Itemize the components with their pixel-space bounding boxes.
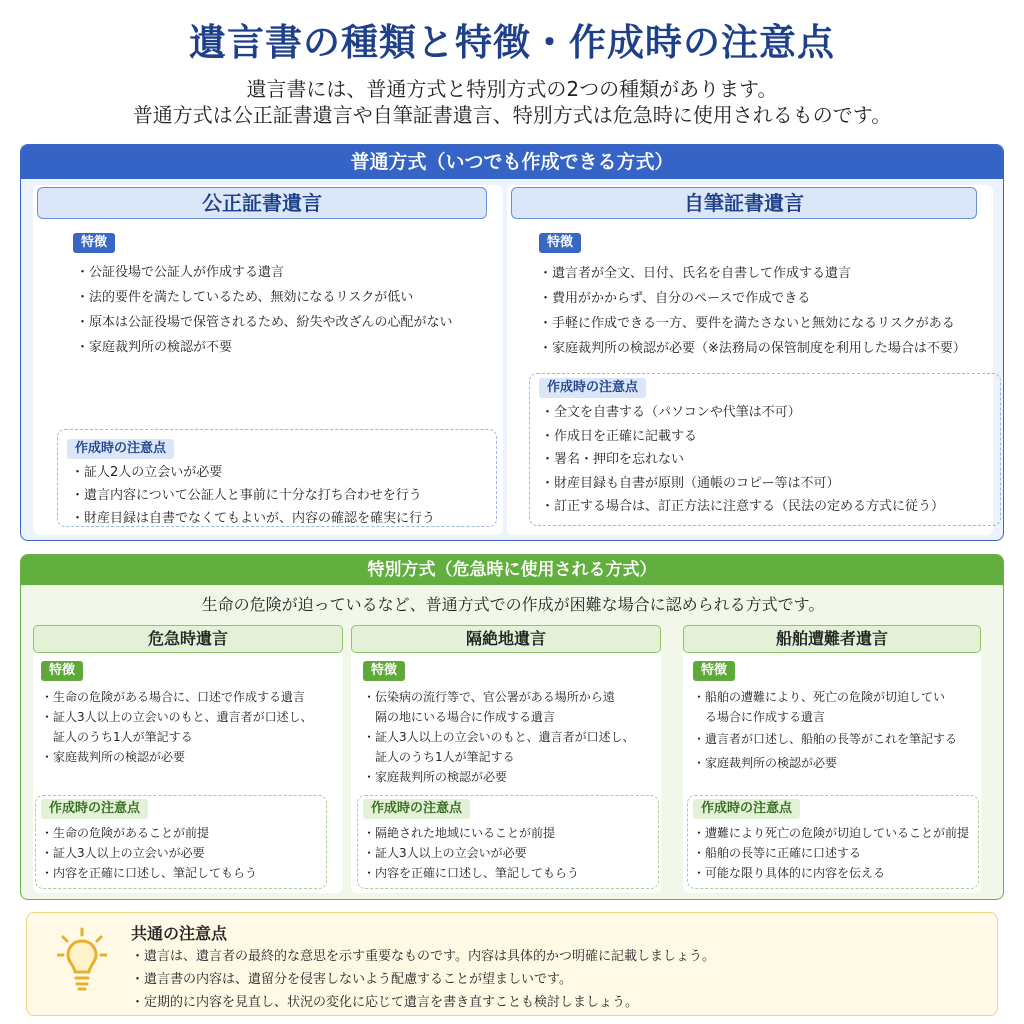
- list-item: ・生命の危険があることが前提: [41, 826, 210, 840]
- list-item: ・可能な限り具体的に内容を伝える: [693, 866, 886, 880]
- notes-list: [41, 823, 257, 883]
- shipwreck-will-card: [683, 625, 981, 893]
- list-item: ・内容を正確に口述し、筆記してもらう: [363, 866, 580, 880]
- features-list: [693, 687, 957, 775]
- isolated-area-will-card: [351, 625, 661, 893]
- card-title: 隔絶地遺言: [351, 625, 661, 653]
- notes-list: [693, 823, 969, 883]
- list-item: ・財産目録は自書でなくてもよいが、内容の確認を確実に行う: [71, 511, 436, 526]
- notes-list: [71, 461, 435, 530]
- list-item: る場合に作成する遺言: [693, 710, 826, 724]
- list-item: ・定期的に内容を見直し、状況の変化に応じて遺言を書き直すことも検討しましょう。: [131, 995, 639, 1010]
- list-item: ・証人3人以上の立会いのもと、遺言者が口述し、: [363, 730, 635, 744]
- common-notes-box: [26, 912, 998, 1016]
- features-badge: 特徴: [693, 661, 735, 681]
- notes-badge: 作成時の注意点: [539, 378, 646, 398]
- list-item: ・家庭裁判所の検認が必要: [363, 770, 508, 784]
- features-list: [41, 687, 313, 767]
- list-item: 隔の地にいる場合に作成する遺言: [363, 710, 556, 724]
- special-intro: 生命の危険が迫っているなど、普通方式での作成が困難な場合に認められる方式です。: [201, 595, 825, 614]
- features-badge: 特徴: [363, 661, 405, 681]
- list-item: ・証人3人以上の立会いが必要: [363, 846, 527, 860]
- normal-method-section: [20, 144, 1004, 541]
- list-item: ・家庭裁判所の検認が必要: [693, 756, 838, 770]
- list-item: ・生命の危険がある場合に、口述で作成する遺言: [41, 690, 306, 704]
- list-item: ・証人3人以上の立会いのもと、遺言者が口述し、: [41, 710, 313, 724]
- lightbulb-icon: [57, 927, 107, 993]
- list-item: ・手軽に作成できる一方、要件を満たさないと無効になるリスクがある: [539, 316, 955, 331]
- features-list: [363, 687, 635, 787]
- list-item: ・隔絶された地域にいることが前提: [363, 826, 556, 840]
- list-item: ・原本は公証役場で保管されるため、紛失や改ざんの心配がない: [76, 315, 453, 330]
- list-item: ・証人2人の立会いが必要: [71, 465, 223, 480]
- features-list: [539, 261, 966, 361]
- list-item: ・作成日を正確に記載する: [541, 428, 698, 444]
- holographic-will-card: [507, 185, 993, 535]
- special-method-heading: 特別方式（危急時に使用される方式）: [21, 555, 1003, 585]
- notes-badge: 作成時の注意点: [363, 799, 470, 819]
- features-badge: 特徴: [41, 661, 83, 681]
- card-title: 自筆証書遺言: [511, 187, 977, 219]
- normal-method-heading: 普通方式（いつでも作成できる方式）: [21, 145, 1003, 179]
- notes-list: [363, 823, 579, 883]
- common-notes-list: [131, 945, 715, 1014]
- intro-text: [0, 76, 1024, 128]
- list-item: ・費用がかからず、自分のペースで作成できる: [539, 291, 811, 306]
- intro-line: 遺言書には、普通方式と特別方式の2つの種類があります。: [246, 77, 778, 101]
- notes-list: [541, 401, 944, 519]
- list-item: ・遺言者が口述し、船舶の長等がこれを筆記する: [693, 732, 958, 746]
- list-item: ・法的要件を満たしているため、無効になるリスクが低い: [76, 290, 414, 305]
- list-item: ・内容を正確に口述し、筆記してもらう: [41, 866, 258, 880]
- features-badge: 特徴: [73, 233, 115, 253]
- list-item: ・遺言は、遺言者の最終的な意思を示す重要なものです。内容は具体的かつ明確に記載しましょう。: [131, 949, 715, 964]
- card-title: 船舶遭難者遺言: [683, 625, 981, 653]
- special-method-section: [20, 554, 1004, 900]
- notes-badge: 作成時の注意点: [693, 799, 800, 819]
- list-item: ・公証役場で公証人が作成する遺言: [76, 265, 285, 280]
- list-item: ・財産目録も自書が原則（通帳のコピー等は不可）: [541, 475, 840, 491]
- list-item: ・遺言内容について公証人と事前に十分な打ち合わせを行う: [71, 488, 422, 503]
- card-title: 公正証書遺言: [37, 187, 487, 219]
- list-item: ・家庭裁判所の検認が必要（※法務局の保管制度を利用した場合は不要）: [539, 341, 966, 356]
- list-item: ・証人3人以上の立会いが必要: [41, 846, 205, 860]
- notes-badge: 作成時の注意点: [41, 799, 148, 819]
- list-item: ・遭難により死亡の危険が切迫していることが前提: [693, 826, 970, 840]
- list-item: ・遺言者が全文、日付、氏名を自書して作成する遺言: [539, 266, 852, 281]
- list-item: ・伝染病の流行等で、官公署がある場所から遠: [363, 690, 615, 704]
- intro-line: 普通方式は公正証書遺言や自筆証書遺言、特別方式は危急時に使用されるものです。: [132, 103, 892, 127]
- list-item: ・船舶の遭難により、死亡の危険が切迫してい: [693, 690, 946, 704]
- features-badge: 特徴: [539, 233, 581, 253]
- list-item: ・家庭裁判所の検認が不要: [76, 340, 233, 355]
- common-notes-title: 共通の注意点: [131, 924, 228, 943]
- list-item: ・家庭裁判所の検認が必要: [41, 750, 186, 764]
- list-item: ・遺言書の内容は、遺留分を侵害しないよう配慮することが望ましいです。: [131, 972, 572, 987]
- list-item: ・訂正する場合は、訂正方法に注意する（民法の定める方式に従う）: [541, 499, 945, 514]
- list-item: 証人のうち1人が筆記する: [363, 750, 515, 764]
- card-title: 危急時遺言: [33, 625, 343, 653]
- list-item: ・全文を自書する（パソコンや代筆は不可）: [541, 405, 801, 420]
- list-item: 証人のうち1人が筆記する: [41, 730, 193, 744]
- features-list: [76, 260, 452, 360]
- list-item: ・船舶の長等に正確に口述する: [693, 846, 862, 860]
- list-item: ・署名・押印を忘れない: [541, 452, 685, 467]
- notes-badge: 作成時の注意点: [67, 439, 174, 459]
- public-deed-will-card: [33, 185, 503, 535]
- page-title: 遺言書の種類と特徴・作成時の注意点: [189, 21, 835, 64]
- emergency-will-card: [33, 625, 343, 893]
